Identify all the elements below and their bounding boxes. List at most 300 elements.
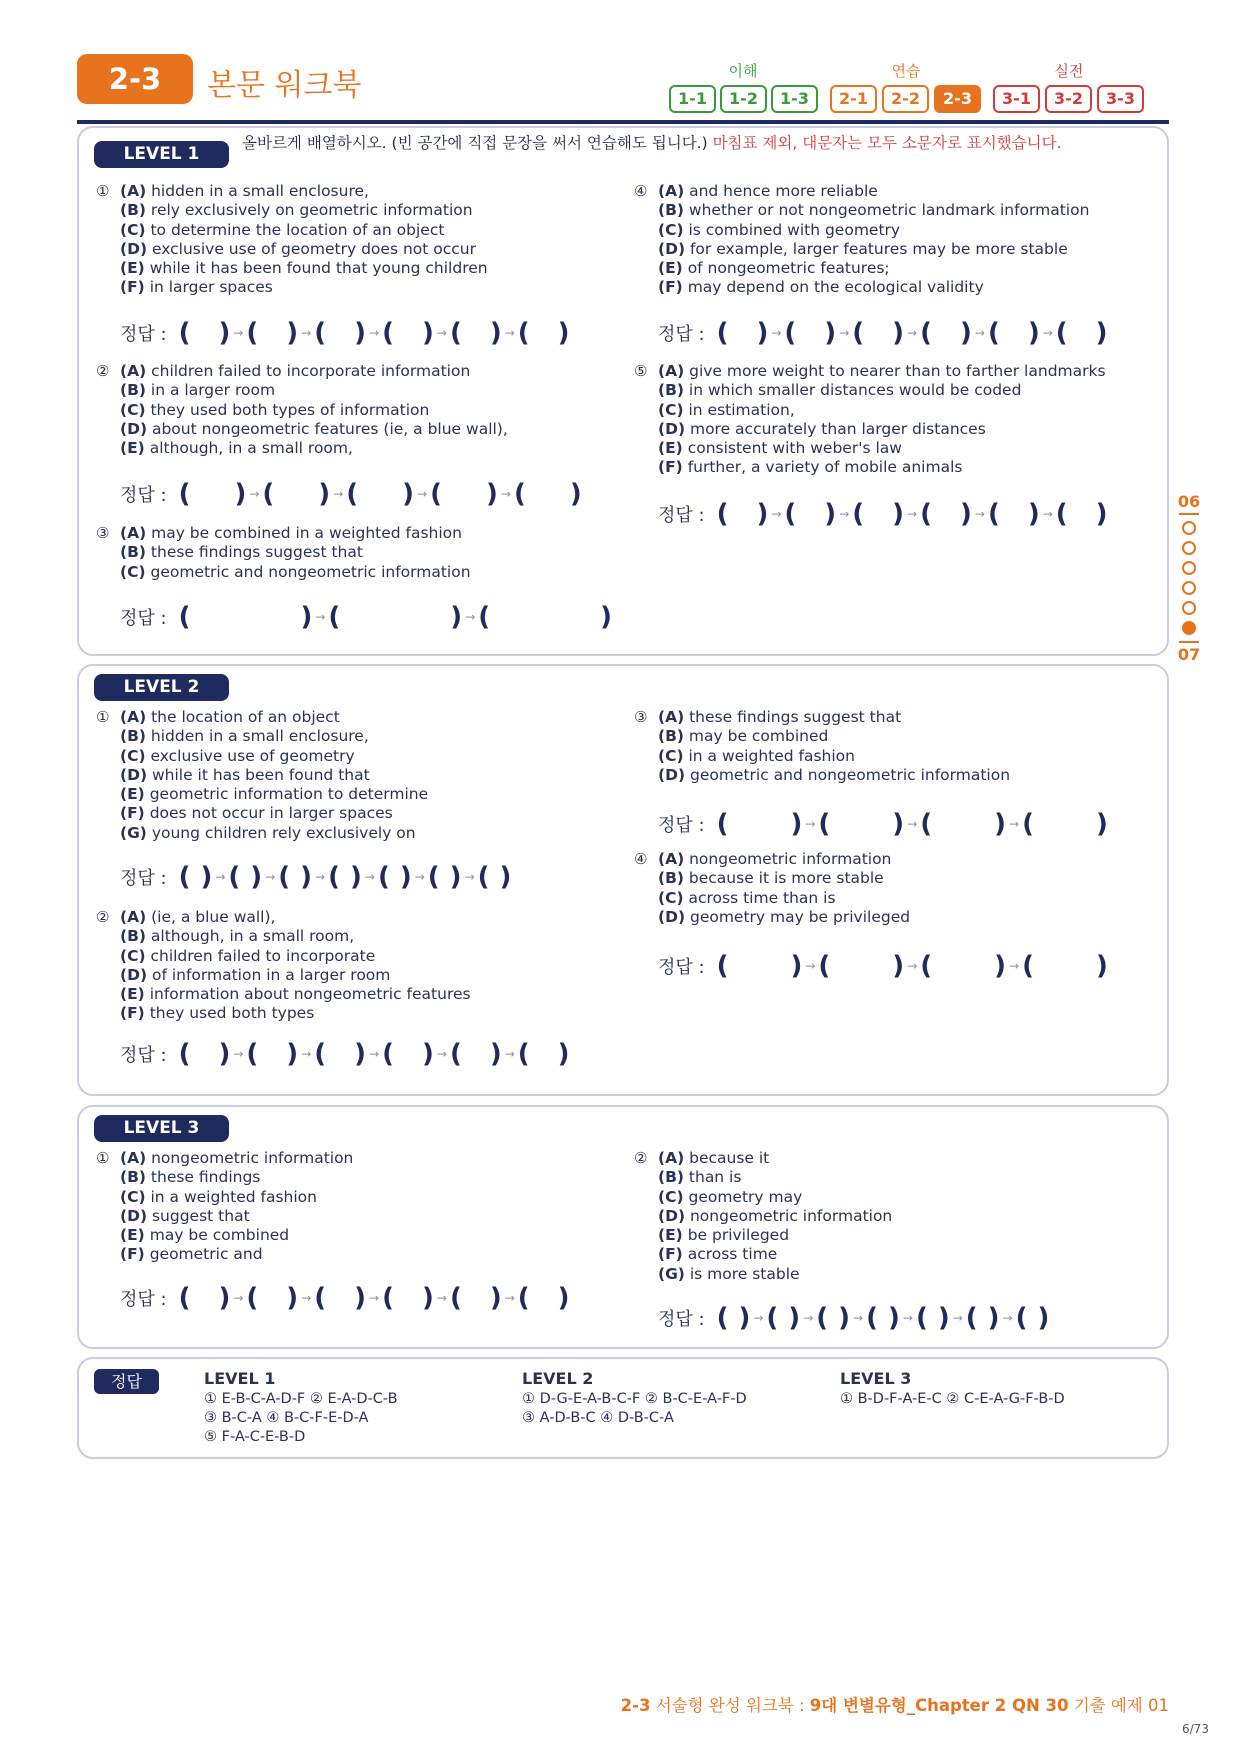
item-label: (E)	[120, 259, 145, 278]
answer-slot[interactable]: ( )	[716, 1303, 751, 1333]
answer-slot[interactable]: ( )	[449, 318, 502, 348]
answer-slot[interactable]: ( )	[716, 318, 769, 348]
answer-slot[interactable]: ( )	[382, 1283, 434, 1313]
arrow-icon: →	[771, 326, 782, 340]
question-item	[120, 1245, 353, 1264]
key-line: ① B-D-F-A-E-C ② C-E-A-G-F-B-D	[840, 1391, 1065, 1407]
question-item	[120, 381, 508, 400]
item-text: consistent with weber's law	[682, 439, 902, 458]
item-text: does not occur in larger spaces	[144, 804, 393, 823]
answer-slot[interactable]: ( )	[427, 862, 462, 892]
item-text: in estimation,	[683, 400, 795, 419]
arrow-icon: →	[265, 870, 276, 884]
footer-text3: 기출 예제 01	[1073, 1696, 1169, 1715]
answer-slot[interactable]: ( )	[278, 862, 313, 892]
level3-panel	[77, 1105, 1169, 1349]
question-item	[658, 1265, 892, 1284]
answer-slot[interactable]: ( )	[246, 1039, 299, 1069]
level1-panel	[77, 126, 1169, 656]
item-text: geometric information to determine	[144, 785, 429, 804]
question-item	[658, 850, 910, 869]
item-text: may be combined	[683, 727, 829, 746]
answer-slot[interactable]: ( )	[1055, 318, 1108, 348]
question-item	[658, 240, 1089, 259]
arrow-icon: →	[853, 1311, 864, 1325]
question-item	[120, 727, 428, 746]
answer-label: 정답 :	[658, 324, 705, 345]
answer-slot[interactable]: ( )	[866, 1303, 900, 1333]
item-text: children failed to incorporate information	[146, 362, 471, 380]
level2-panel	[77, 664, 1169, 1096]
question-item	[120, 221, 488, 240]
arrow-icon: →	[974, 507, 985, 521]
level3-pill: LEVEL 3	[94, 1115, 229, 1142]
footer-code: 2-3	[620, 1696, 651, 1715]
tab-1-3[interactable]: 1-3	[771, 85, 818, 113]
arrow-icon: →	[233, 1291, 244, 1305]
arrow-icon: →	[504, 1291, 515, 1305]
question-item	[658, 401, 1106, 420]
progress-dot	[1182, 601, 1196, 615]
answer-slot[interactable]: ( )	[987, 318, 1040, 348]
arrow-icon: →	[301, 326, 312, 340]
item-text: these findings suggest that	[145, 543, 363, 562]
arrow-icon: →	[436, 1291, 447, 1305]
answer-slot[interactable]: ( )	[716, 499, 769, 529]
question-item	[120, 362, 508, 381]
question-item	[658, 1149, 892, 1168]
answer-slot[interactable]: ( )	[178, 602, 313, 632]
answer-slot[interactable]: ( )	[517, 318, 570, 348]
answer-slot[interactable]: ( )	[513, 479, 582, 509]
item-text: although, in a small room,	[145, 927, 355, 946]
question-item	[658, 221, 1089, 240]
item-text: in larger spaces	[144, 278, 273, 297]
question-items	[120, 908, 471, 1024]
question-items	[120, 1149, 353, 1265]
arrow-icon: →	[805, 817, 816, 831]
question-item	[120, 1226, 353, 1245]
answer-key-panel	[77, 1357, 1169, 1459]
item-label: (E)	[658, 259, 683, 278]
answer-label: 정답 :	[120, 868, 167, 889]
tab-2-1[interactable]: 2-1	[830, 85, 877, 113]
answer-slot[interactable]: ( )	[328, 862, 362, 892]
question-item	[120, 824, 428, 843]
progress-dot	[1182, 541, 1196, 555]
item-label: (D)	[658, 907, 686, 926]
header	[77, 52, 1169, 124]
tab-3-2[interactable]: 3-2	[1045, 85, 1092, 113]
answer-slot[interactable]: ( )	[784, 318, 837, 348]
question-item	[120, 985, 471, 1004]
answer-slot[interactable]: ( )	[784, 499, 837, 529]
arrow-icon: →	[1002, 1311, 1013, 1325]
tab-3-1[interactable]: 3-1	[993, 85, 1040, 113]
answer-slot[interactable]: ( )	[852, 318, 905, 348]
nav-group-label-practice: 연습	[891, 62, 921, 80]
item-text: young children rely exclusively on	[146, 823, 416, 842]
item-text: nongeometric information	[684, 850, 892, 868]
item-label: (F)	[658, 458, 683, 477]
question-item	[120, 1149, 353, 1168]
arrow-icon: →	[364, 870, 375, 884]
item-text: in a weighted fashion	[683, 746, 855, 765]
question-item	[658, 747, 1010, 766]
question-item	[658, 1245, 892, 1264]
arrow-icon: →	[233, 326, 244, 340]
answer-slot[interactable]: ( )	[449, 1039, 502, 1069]
l1-q3-answer	[120, 602, 612, 632]
item-text: may depend on the ecological validity	[682, 278, 984, 297]
arrow-icon: →	[500, 487, 511, 501]
item-text: exclusive use of geometry	[145, 746, 355, 765]
arrow-icon: →	[436, 1047, 447, 1061]
item-label: (B)	[120, 381, 146, 400]
arrow-icon: →	[839, 507, 850, 521]
arrow-icon: →	[369, 1291, 380, 1305]
item-label: (D)	[120, 965, 148, 984]
l1-q4-answer	[658, 318, 1108, 348]
l2-q1-answer	[120, 862, 511, 892]
item-text: hidden in a small enclosure,	[146, 182, 369, 200]
arrow-icon: →	[465, 610, 476, 624]
item-label: (F)	[658, 1245, 683, 1264]
question-number: ④	[634, 182, 648, 200]
item-label: (E)	[658, 1226, 683, 1245]
item-label: (C)	[658, 746, 684, 765]
answer-slot[interactable]: ( )	[1022, 951, 1108, 981]
question-item	[120, 804, 428, 823]
question-item	[658, 727, 1010, 746]
chapter-start: 06	[1177, 492, 1201, 511]
answer-slot[interactable]: ( )	[328, 602, 463, 632]
l2-q2-answer	[120, 1039, 570, 1069]
answer-slot[interactable]: ( )	[920, 318, 972, 348]
item-text: than is	[683, 1168, 742, 1187]
arrow-icon: →	[902, 1311, 913, 1325]
answer-slot[interactable]: ( )	[314, 318, 367, 348]
l1-q5-answer	[658, 499, 1108, 529]
answer-slot[interactable]: ( )	[915, 1303, 950, 1333]
level2-pill: LEVEL 2	[94, 674, 229, 701]
answer-label: 정답 :	[120, 608, 167, 629]
l1-q1-answer	[120, 318, 570, 348]
tab-1-2[interactable]: 1-2	[720, 85, 767, 113]
question-item	[658, 766, 1010, 785]
question-items	[120, 182, 488, 298]
item-text: of information in a larger room	[147, 965, 391, 984]
l1-q2-answer	[120, 479, 582, 509]
arrow-icon: →	[907, 817, 918, 831]
answer-slot[interactable]: ( )	[987, 499, 1040, 529]
item-text: more accurately than larger distances	[685, 419, 986, 438]
arrow-icon: →	[315, 870, 326, 884]
footer	[621, 1692, 1169, 1716]
answer-slot[interactable]: ( )	[178, 318, 231, 348]
key-line: ③ B-C-A ④ B-C-F-E-D-A	[204, 1410, 369, 1426]
progress-line-bottom	[1179, 641, 1199, 643]
item-text: these findings	[145, 1168, 261, 1187]
answer-slot[interactable]: ( )	[716, 951, 803, 981]
question-item	[120, 747, 428, 766]
item-label: (A)	[658, 362, 685, 380]
question-number: ⑤	[634, 362, 648, 380]
section-badge: 2-3	[77, 54, 193, 104]
question-item	[658, 889, 910, 908]
item-label: (F)	[120, 278, 145, 297]
key-level2-title: LEVEL 2	[522, 1369, 594, 1388]
answer-label: 정답 :	[658, 815, 705, 836]
item-label: (D)	[120, 419, 148, 438]
arrow-icon: →	[839, 326, 850, 340]
item-text: because it is more stable	[683, 869, 884, 888]
answer-label: 정답 :	[658, 505, 705, 526]
question-number: ②	[96, 908, 110, 926]
arrow-icon: →	[414, 870, 425, 884]
question-item	[120, 182, 488, 201]
answer-slot[interactable]: ( )	[178, 862, 213, 892]
answer-slot[interactable]: ( )	[382, 318, 434, 348]
answer-slot[interactable]: ( )	[178, 1283, 231, 1313]
answer-slot[interactable]: ( )	[377, 862, 412, 892]
arrow-icon: →	[504, 326, 515, 340]
arrow-icon: →	[436, 326, 447, 340]
chapter-end: 07	[1177, 645, 1201, 664]
question-number: ①	[96, 1149, 110, 1167]
answer-slot[interactable]: ( )	[449, 1283, 502, 1313]
item-label: (E)	[120, 439, 145, 458]
item-text: although, in a small room,	[144, 439, 353, 458]
item-text: rely exclusively on geometric information	[145, 201, 473, 220]
item-label: (B)	[120, 201, 146, 220]
arrow-icon: →	[907, 326, 918, 340]
question-item	[120, 785, 428, 804]
answer-slot[interactable]: ( )	[920, 951, 1007, 981]
question-number: ①	[96, 708, 110, 726]
tab-3-3[interactable]: 3-3	[1097, 85, 1144, 113]
l2-q4-answer	[658, 951, 1108, 981]
arrow-icon: →	[907, 959, 918, 973]
answer-slot[interactable]: ( )	[382, 1039, 434, 1069]
question-number: ④	[634, 850, 648, 868]
item-label: (A)	[120, 182, 147, 200]
question-item	[120, 524, 471, 543]
key-line: ③ A-D-B-C ④ D-B-C-A	[522, 1410, 674, 1426]
answer-slot[interactable]: ( )	[430, 479, 498, 509]
arrow-icon: →	[1042, 507, 1053, 521]
footer-text2: 9대 변별유형_Chapter 2 QN 30	[809, 1696, 1069, 1715]
item-text: of nongeometric features;	[682, 259, 890, 278]
arrow-icon: →	[1042, 326, 1053, 340]
question-number: ②	[96, 362, 110, 380]
answer-label: 정답 :	[120, 324, 167, 345]
answer-slot[interactable]: ( )	[178, 479, 247, 509]
question-item	[120, 543, 471, 562]
key-level2	[522, 1369, 747, 1428]
tab-2-2[interactable]: 2-2	[882, 85, 929, 113]
item-label: (A)	[120, 908, 147, 926]
item-label: (B)	[658, 381, 684, 400]
progress-dots	[1174, 521, 1204, 635]
item-label: (G)	[658, 1264, 685, 1283]
question-items	[658, 850, 910, 927]
item-text: while it has been found that	[147, 765, 370, 784]
item-label: (D)	[658, 1206, 686, 1225]
question-item	[658, 182, 1089, 201]
item-text: in which smaller distances would be coded	[683, 381, 1022, 400]
item-label: (F)	[658, 278, 683, 297]
answer-slot[interactable]: ( )	[246, 1283, 299, 1313]
answer-label: 정답 :	[120, 1289, 167, 1310]
l2-q3-answer	[658, 809, 1108, 839]
item-label: (A)	[120, 708, 147, 726]
answer-slot[interactable]: ( )	[818, 951, 905, 981]
question-item	[120, 1168, 353, 1187]
answer-slot[interactable]: ( )	[314, 1039, 367, 1069]
item-label: (A)	[658, 1149, 685, 1167]
item-label: (C)	[120, 562, 146, 581]
arrow-icon: →	[369, 1047, 380, 1061]
answer-slot[interactable]: ( )	[228, 862, 263, 892]
item-label: (C)	[120, 400, 146, 419]
question-item	[658, 1168, 892, 1187]
item-text: they used both types of information	[145, 400, 430, 419]
item-text: while it has been found that young children	[144, 259, 488, 278]
arrow-icon: →	[974, 326, 985, 340]
tab-1-1[interactable]: 1-1	[669, 85, 716, 113]
item-label: (F)	[120, 804, 145, 823]
question-item	[658, 458, 1106, 477]
item-label: (D)	[120, 1206, 148, 1225]
arrow-icon: →	[771, 507, 782, 521]
nav-group-label-understand: 이해	[728, 62, 758, 80]
progress-dot	[1182, 521, 1196, 535]
item-label: (D)	[658, 239, 686, 258]
item-text: and hence more reliable	[684, 182, 878, 200]
item-text: these findings suggest that	[684, 708, 902, 726]
answer-label: 정답 :	[120, 485, 167, 506]
item-text: (ie, a blue wall),	[146, 908, 276, 926]
arrow-icon: →	[369, 326, 380, 340]
item-label: (D)	[658, 419, 686, 438]
answer-slot[interactable]: ( )	[920, 499, 972, 529]
footer-text1: 서술형 완성 워크북 :	[655, 1696, 805, 1715]
item-label: (B)	[658, 727, 684, 746]
answer-slot[interactable]: ( )	[1015, 1303, 1050, 1333]
progress-dot	[1182, 561, 1196, 575]
answer-label: 정답 :	[658, 1309, 705, 1330]
item-text: in a weighted fashion	[145, 1187, 317, 1206]
item-text: children failed to incorporate	[145, 946, 376, 965]
key-line: ① E-B-C-A-D-F ② E-A-D-C-B	[204, 1391, 398, 1407]
arrow-icon: →	[504, 1047, 515, 1061]
answer-label: 정답 :	[120, 1045, 167, 1066]
question-items	[120, 524, 471, 582]
item-text: geometry may	[683, 1187, 803, 1206]
answer-slot[interactable]: ( )	[246, 318, 299, 348]
answer-slot[interactable]: ( )	[178, 1039, 231, 1069]
item-label: (C)	[658, 888, 684, 907]
instruction-main: 올바르게 배열하시오. (빈 공간에 직접 문장을 써서 연습해도 됩니다.)	[242, 134, 708, 152]
item-label: (A)	[658, 708, 685, 726]
answer-slot[interactable]: ( )	[852, 499, 905, 529]
item-text: across time	[682, 1245, 778, 1264]
arrow-icon: →	[907, 507, 918, 521]
arrow-icon: →	[233, 1047, 244, 1061]
item-text: geometric and nongeometric information	[145, 562, 471, 581]
question-item	[120, 927, 471, 946]
item-text: may be combined	[144, 1226, 290, 1245]
progress-dot	[1182, 581, 1196, 595]
answer-slot[interactable]: ( )	[1022, 809, 1108, 839]
l3-q1-answer	[120, 1283, 570, 1313]
question-number: ③	[634, 708, 648, 726]
answer-slot[interactable]: ( )	[517, 1283, 570, 1313]
arrow-icon: →	[1009, 959, 1020, 973]
arrow-icon: →	[215, 870, 226, 884]
item-text: suggest that	[147, 1206, 250, 1225]
item-label: (A)	[658, 850, 685, 868]
answer-slot[interactable]: ( )	[262, 479, 331, 509]
answer-slot[interactable]: ( )	[517, 1039, 570, 1069]
item-text: give more weight to nearer than to farther landmarks	[684, 362, 1106, 380]
item-label: (B)	[120, 543, 146, 562]
instruction-note: 마침표 제외, 대문자는 모두 소문자로 표시했습니다.	[712, 134, 1062, 152]
answer-slot[interactable]: ( )	[920, 809, 1007, 839]
answer-slot[interactable]: ( )	[965, 1303, 1000, 1333]
item-label: (B)	[120, 1168, 146, 1187]
question-item	[658, 869, 910, 888]
answer-slot[interactable]: ( )	[477, 862, 512, 892]
tab-2-3[interactable]: 2-3	[934, 85, 981, 113]
key-level3	[840, 1369, 1065, 1409]
item-label: (B)	[658, 1168, 684, 1187]
arrow-icon: →	[805, 959, 816, 973]
question-item	[120, 908, 471, 927]
item-label: (B)	[658, 201, 684, 220]
arrow-icon: →	[464, 870, 475, 884]
key-level1-title: LEVEL 1	[204, 1369, 276, 1388]
answer-slot[interactable]: ( )	[314, 1283, 367, 1313]
answer-slot[interactable]: ( )	[478, 602, 613, 632]
question-number: ③	[96, 524, 110, 542]
answer-slot[interactable]: ( )	[346, 479, 415, 509]
question-items	[120, 362, 508, 458]
item-label: (C)	[658, 220, 684, 239]
key-line: ⑤ F-A-C-E-B-D	[204, 1429, 306, 1445]
answer-slot[interactable]: ( )	[816, 1303, 851, 1333]
question-items	[658, 1149, 892, 1284]
item-label: (C)	[120, 220, 146, 239]
answer-slot[interactable]: ( )	[1055, 499, 1108, 529]
question-item	[120, 401, 508, 420]
item-label: (A)	[658, 182, 685, 200]
item-text: to determine the location of an object	[145, 220, 445, 239]
progress-dot-current	[1182, 621, 1196, 635]
answer-slot[interactable]: ( )	[766, 1303, 801, 1333]
answer-slot[interactable]: ( )	[818, 809, 905, 839]
question-number: ②	[634, 1149, 648, 1167]
nav-group-label-real: 실전	[1054, 62, 1084, 80]
item-text: is more stable	[684, 1264, 800, 1283]
header-rule	[77, 120, 1169, 124]
arrow-icon: →	[301, 1291, 312, 1305]
question-item	[120, 1207, 353, 1226]
item-label: (F)	[120, 1245, 145, 1264]
level1-instruction	[242, 133, 1147, 153]
answer-slot[interactable]: ( )	[716, 809, 803, 839]
